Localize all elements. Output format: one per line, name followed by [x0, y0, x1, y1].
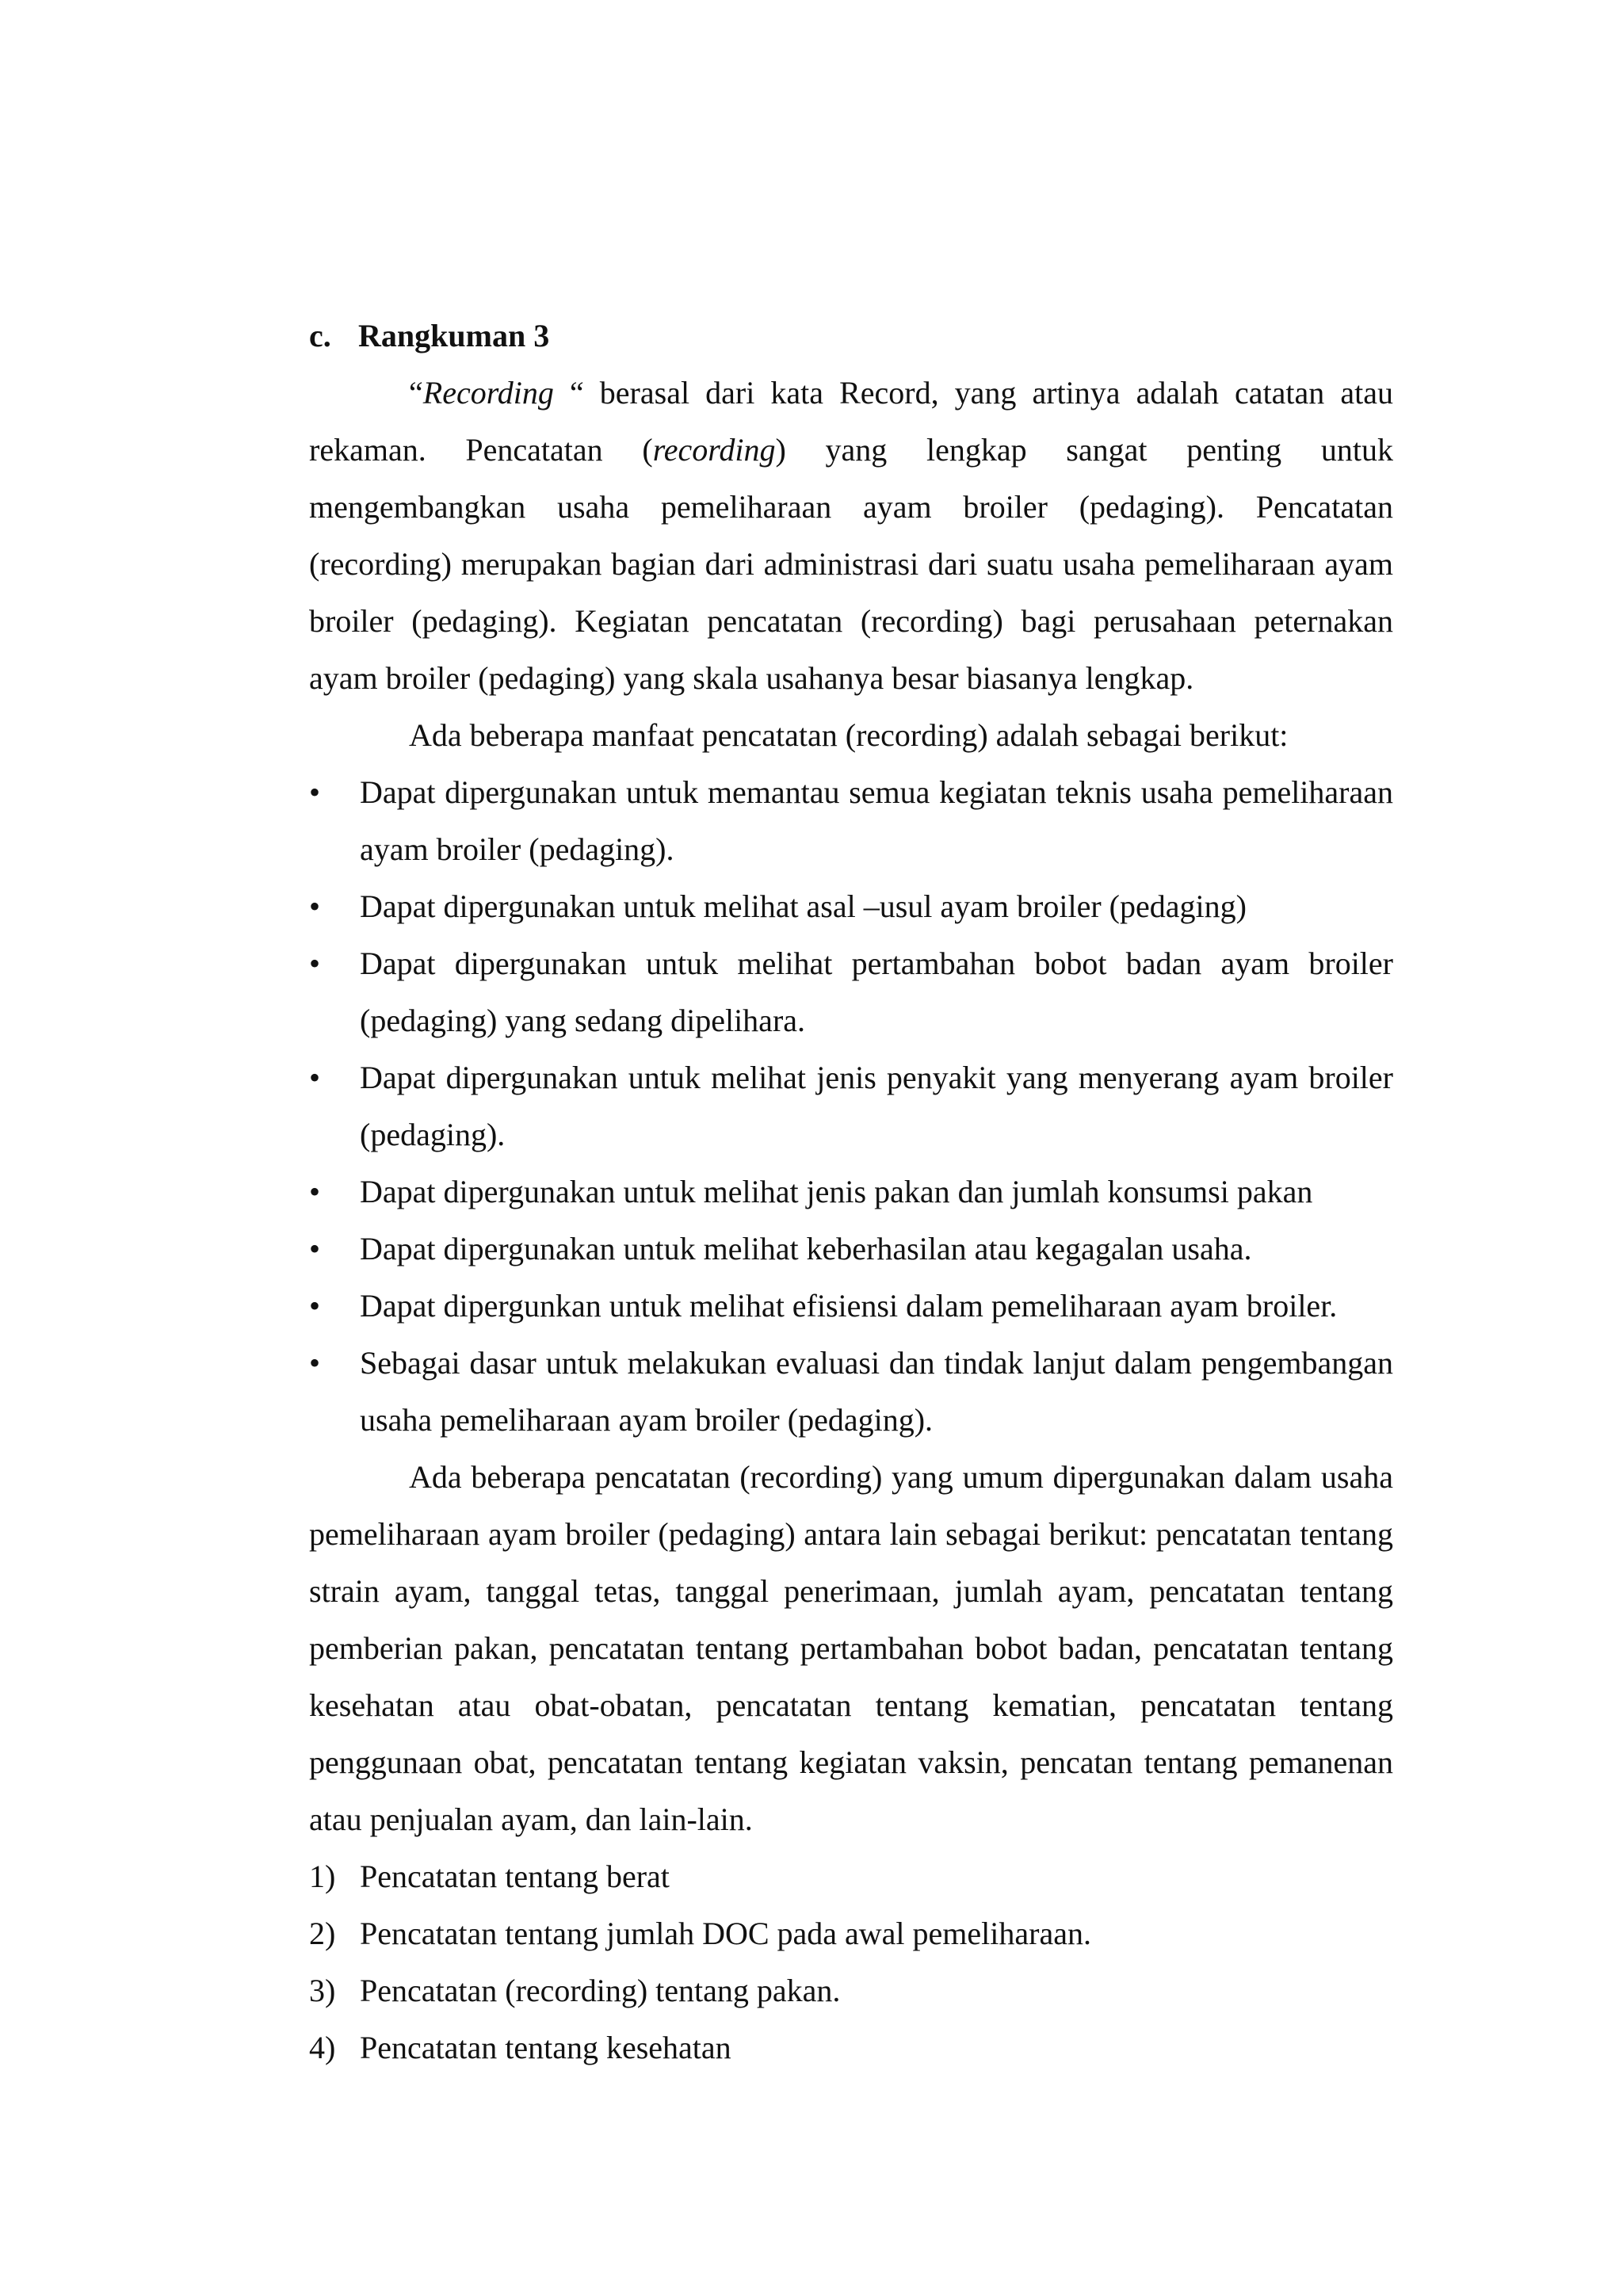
intro-text-1: “ berasal dari kata Record, yang artinya adalah catatan atau rekaman. Pencatatan ( [309, 375, 1393, 468]
bullet-icon: • [309, 1174, 321, 1209]
bullet-icon: • [309, 774, 321, 810]
list-item-text: Dapat dipergunakan untuk melihat jenis pakan dan jumlah konsumsi pakan [360, 1174, 1313, 1209]
quote-open: “ [409, 375, 423, 411]
list-number: 1) [309, 1859, 336, 1894]
list-item [309, 764, 1393, 878]
list-item-text: Dapat dipergunakan untuk melihat asal –usul ayam broiler (pedaging) [360, 888, 1247, 924]
section-heading [309, 308, 1393, 365]
records-paragraph: Ada beberapa pencatatan (recording) yang umum dipergunakan dalam usaha pemeliharaan ayam broiler (pedaging) antara lain sebagai berikut: pencatatan tentang strain ayam, tanggal tetas, tanggal penerimaan, jumlah ayam, pencatatan tentang pemberian pakan, pencatatan tentang pertambahan bobot badan, pencatatan tentang kesehatan atau obat-obatan, pencatatan tentang kematian, pencatatan tentang penggunaan obat, pencatatan tentang kegiatan vaksin, pencatan tentang pemanenan atau penjualan ayam, dan lain-lain. [309, 1459, 1393, 1837]
bullet-icon: • [309, 1060, 321, 1095]
list-item [309, 1335, 1393, 1449]
list-item-text: Pencatatan (recording) tentang pakan. [360, 1973, 841, 2008]
benefits-list [309, 764, 1393, 1449]
numbered-list [309, 1848, 1393, 2076]
list-item [309, 1962, 1393, 2019]
intro-text-2: ) yang lengkap sangat penting untuk mengembangkan usaha pemeliharaan ayam broiler (pedaging). Pencatatan (recording) merupakan bagian dari administrasi dari suatu usaha pemeliharaan ayam broiler (pedaging). Kegiatan pencatatan (recording) bagi perusahaan peternakan ayam broiler (pedaging) yang skala usahanya besar biasanya lengkap. [309, 432, 1393, 696]
bullet-icon: • [309, 1231, 321, 1266]
list-number: 4) [309, 2030, 336, 2065]
list-number: 3) [309, 1973, 336, 2008]
list-item-text: Dapat dipergunakan untuk melihat keberhasilan atau kegagalan usaha. [360, 1231, 1252, 1266]
list-item-text: Dapat dipergunakan untuk memantau semua kegiatan teknis usaha pemeliharaan ayam broiler (pedaging). [360, 774, 1393, 867]
list-item [309, 878, 1393, 935]
list-number: 2) [309, 1916, 336, 1951]
list-item-text: Dapat dipergunakan untuk melihat jenis penyakit yang menyerang ayam broiler (pedaging). [360, 1060, 1393, 1152]
list-item [309, 1278, 1393, 1335]
list-item-text: Pencatatan tentang kesehatan [360, 2030, 731, 2065]
bullet-icon: • [309, 1288, 321, 1324]
list-item [309, 935, 1393, 1049]
section-marker: c. [309, 318, 331, 353]
list-item-text: Sebagai dasar untuk melakukan evaluasi dan tindak lanjut dalam pengembangan usaha pemeliharaan ayam broiler (pedaging). [360, 1345, 1393, 1438]
list-item-text: Pencatatan tentang berat [360, 1859, 670, 1894]
list-item [309, 1848, 1393, 1905]
benefits-intro: Ada beberapa manfaat pencatatan (recording) adalah sebagai berikut: [409, 717, 1289, 753]
list-item-text: Dapat dipergunkan untuk melihat efisiensi dalam pemeliharaan ayam broiler. [360, 1288, 1338, 1324]
recording-term: Recording [422, 375, 554, 411]
bullet-icon: • [309, 888, 321, 924]
recording-term-italic: recording [652, 432, 776, 468]
list-item [309, 1163, 1393, 1221]
list-item [309, 1049, 1393, 1163]
document-page [309, 308, 1393, 2076]
list-item-text: Pencatatan tentang jumlah DOC pada awal pemeliharaan. [360, 1916, 1091, 1951]
list-item [309, 2019, 1393, 2076]
bullet-icon: • [309, 1345, 321, 1381]
list-item-text: Dapat dipergunakan untuk melihat pertambahan bobot badan ayam broiler (pedaging) yang sedang dipelihara. [360, 946, 1393, 1038]
list-item [309, 1905, 1393, 1962]
list-item [309, 1221, 1393, 1278]
bullet-icon: • [309, 946, 321, 981]
section-title: Rangkuman 3 [358, 318, 550, 353]
intro-paragraph [309, 365, 1393, 707]
